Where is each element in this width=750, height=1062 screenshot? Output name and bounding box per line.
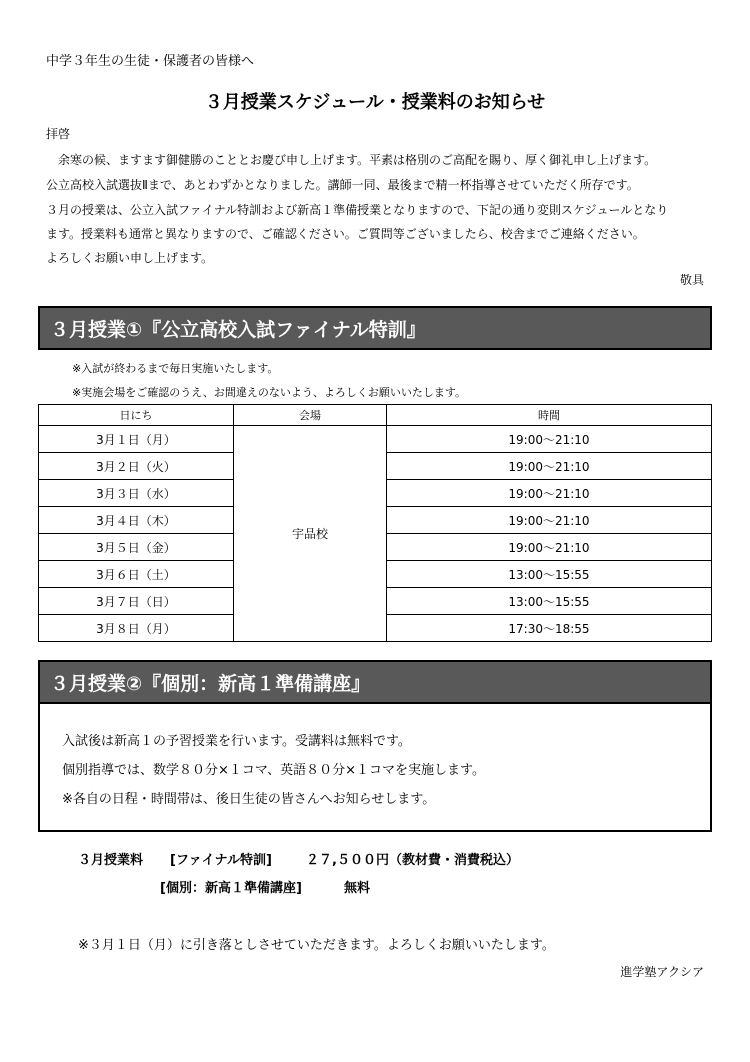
section1-note: ※入試が終わるまで毎日実施いたします。 bbox=[72, 362, 279, 375]
body-line: 余寒の候、ますます御健勝のこととお慶び申し上げます。平素は格別のご高配を賜り、厚く御礼申し上げます。 bbox=[46, 153, 657, 167]
row-date: 3月６日（土） bbox=[39, 561, 234, 588]
row-time: 19:00～21:10 bbox=[387, 480, 712, 507]
venue-cell: 宇品校 bbox=[234, 426, 387, 642]
row-time: 19:00～21:10 bbox=[387, 453, 712, 480]
table-header-row bbox=[39, 405, 712, 426]
schedule-table bbox=[38, 404, 712, 642]
closing: 敬具 bbox=[679, 273, 704, 287]
fee-course-final: [ファイナル特訓] bbox=[170, 853, 272, 868]
row-time: 13:00～15:55 bbox=[387, 561, 712, 588]
row-date: 3月１日（月） bbox=[39, 426, 234, 453]
section1-heading bbox=[38, 306, 712, 350]
signature: 進学塾アクシア bbox=[620, 965, 704, 979]
body-line: よろしくお願い申し上げます。 bbox=[46, 251, 214, 265]
section2-line: ※各自の日程・時間帯は、後日生徒の皆さんへお知らせします。 bbox=[62, 792, 436, 807]
fee-course-individual: [個別：新高１準備講座] bbox=[160, 881, 302, 896]
section1-heading-text: ３月授業①『公立高校入試ファイナル特訓』 bbox=[50, 318, 426, 341]
fee-amount-final: ２７,５００円（教材費・消費税込） bbox=[306, 853, 519, 868]
row-date: 3月８日（月） bbox=[39, 615, 234, 642]
row-date: 3月４日（木） bbox=[39, 507, 234, 534]
header-date: 日にち bbox=[39, 405, 234, 426]
body-line: ３月の授業は、公立入試ファイナル特訓および新高１準備授業となりますので、下記の通り変則スケジュールとなり bbox=[46, 203, 669, 217]
page-title: ３月授業スケジュール・授業料のお知らせ bbox=[204, 92, 546, 113]
row-date: 3月５日（金） bbox=[39, 534, 234, 561]
footnote: ※３月１日（月）に引き落としさせていただきます。よろしくお願いいたします。 bbox=[78, 938, 555, 953]
row-time: 17:30～18:55 bbox=[387, 615, 712, 642]
addressee: 中学３年生の生徒・保護者の皆様へ bbox=[46, 54, 255, 69]
header-time: 時間 bbox=[387, 405, 712, 426]
section2-box bbox=[38, 704, 712, 832]
body-line: ます。授業料も通常と異なりますので、ご確認ください。ご質問等ございましたら、校舎までご連絡ください。 bbox=[46, 227, 645, 241]
row-date: 3月３日（水） bbox=[39, 480, 234, 507]
body-line: 公立高校入試選抜Ⅱまで、あとわずかとなりました。講師一同、最後まで精一杯指導させていただく所存です。 bbox=[46, 178, 639, 192]
fee-label: ３月授業料 bbox=[78, 853, 144, 868]
header-venue: 会場 bbox=[234, 405, 387, 426]
section2-heading bbox=[38, 660, 712, 704]
row-time: 19:00～21:10 bbox=[387, 426, 712, 453]
section2-line: 個別指導では、数学８０分×１コマ、英語８０分×１コマを実施します。 bbox=[62, 763, 485, 778]
section2-line: 入試後は新高１の予習授業を行います。受講料は無料です。 bbox=[62, 734, 411, 749]
table-row bbox=[39, 426, 712, 453]
row-date: 3月２日（火） bbox=[39, 453, 234, 480]
row-time: 13:00～15:55 bbox=[387, 588, 712, 615]
greeting: 拝啓 bbox=[46, 127, 71, 141]
row-time: 19:00～21:10 bbox=[387, 534, 712, 561]
row-time: 19:00～21:10 bbox=[387, 507, 712, 534]
section2-heading-text: ３月授業②『個別：新高１準備講座』 bbox=[50, 672, 371, 695]
fee-amount-individual: 無料 bbox=[344, 881, 371, 896]
section1-note: ※実施会場をご確認のうえ、お間違えのないよう、よろしくお願いいたします。 bbox=[72, 386, 466, 399]
row-date: 3月７日（日） bbox=[39, 588, 234, 615]
